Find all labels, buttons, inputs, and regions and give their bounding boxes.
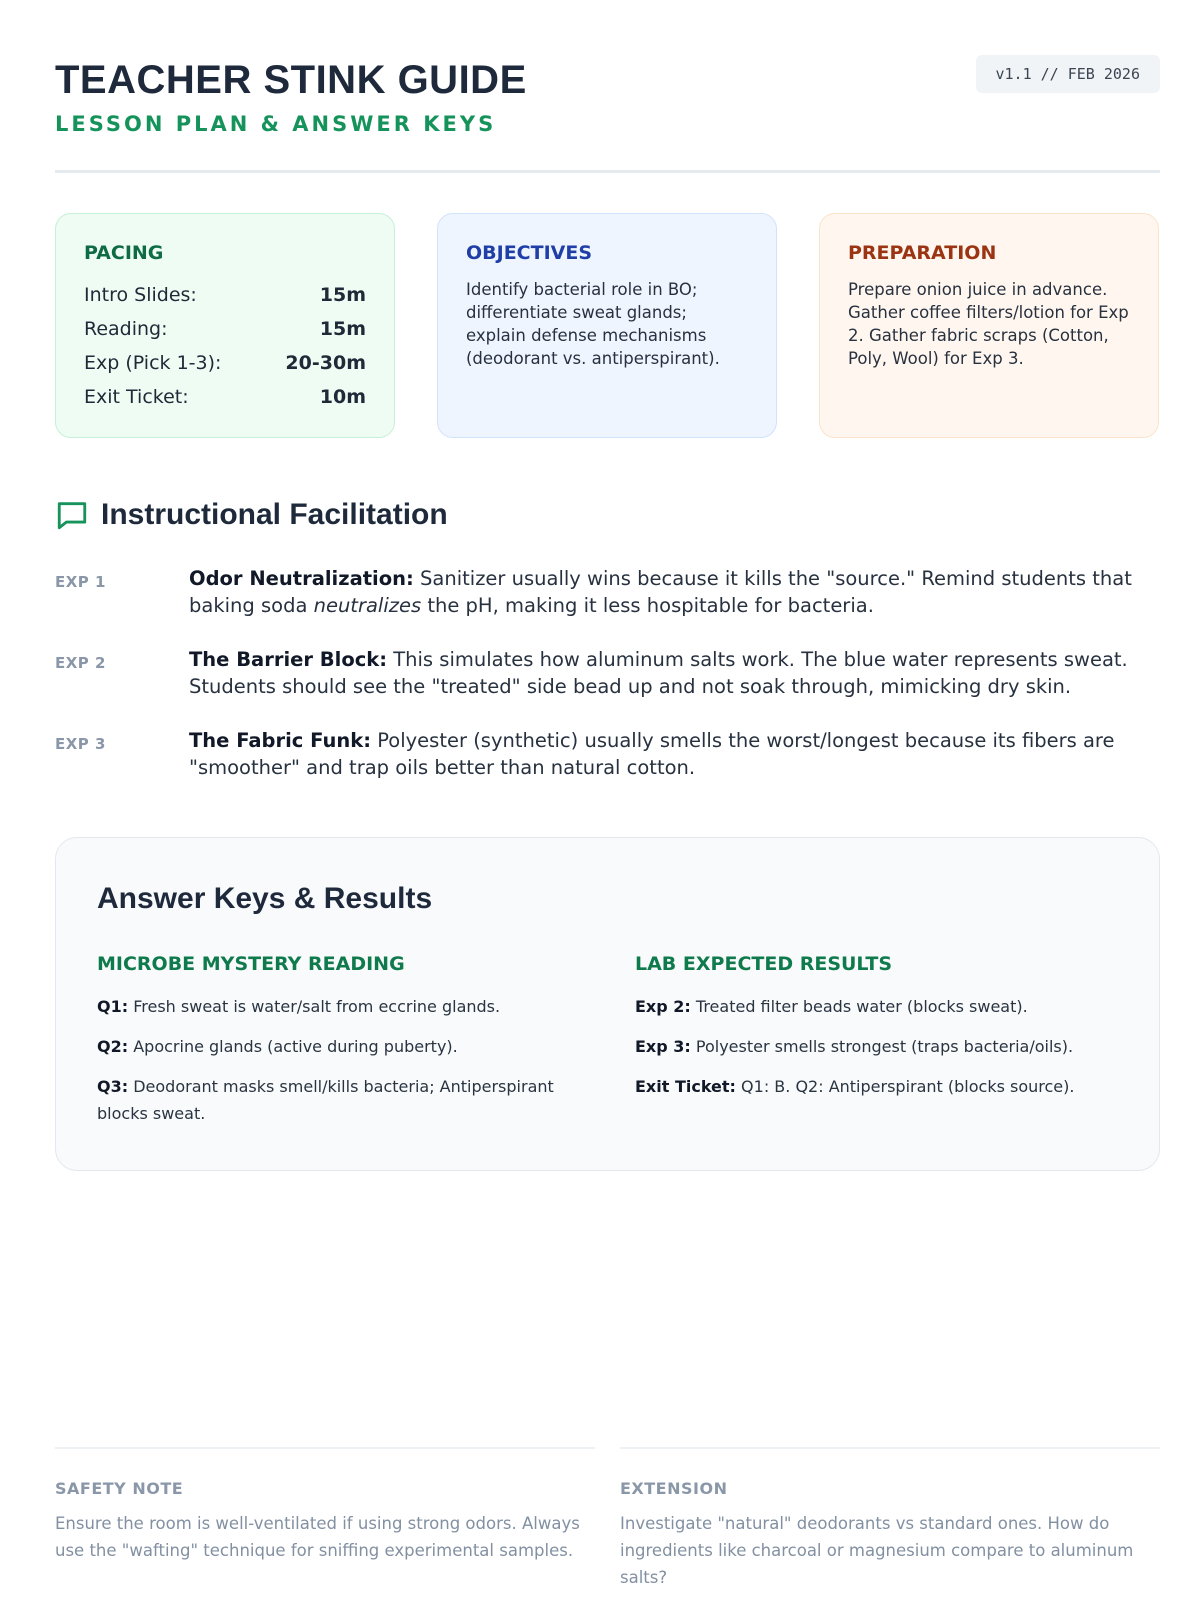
experiment-text-part: the pH, making it less hospitable for bacteria. [421,594,874,617]
answer-text: Fresh sweat is water/salt from eccrine glands. [128,997,501,1016]
result-item [635,993,1105,1020]
facilitation-header [55,495,448,535]
result-label: Exit Ticket: [635,1077,736,1096]
experiment-tag: EXP 1 [55,573,106,591]
result-item [635,1033,1105,1060]
answer-label: Q1: [97,997,129,1016]
result-text: Polyester smells strongest (traps bacteria/oils). [690,1037,1074,1056]
pacing-row [84,346,366,380]
pacing-value: 15m [319,318,366,340]
answer-keys-title: Answer Keys & Results [97,882,433,915]
lab-results [635,953,1105,1113]
result-label: Exp 3: [635,1037,691,1056]
pacing-value: 15m [319,284,366,306]
objectives-card [437,213,777,438]
experiment-text [189,646,1159,700]
pacing-row [84,380,366,414]
answer-text: Deodorant masks smell/kills bacteria; Antiperspirant blocks sweat. [97,1077,554,1123]
experiment-tag: EXP 3 [55,735,106,753]
experiment-text-part: This simulates how aluminum salts work. The blue water represents sweat. Students should see the "treated" side bead up and not soak through, mimicking dry skin. [189,648,1128,698]
experiment-tag: EXP 2 [55,654,106,672]
chat-bubble-icon [55,498,89,532]
page-header [55,58,1160,173]
experiment-heading: Odor Neutralization: [189,567,414,590]
page-subtitle: LESSON PLAN & ANSWER KEYS [55,112,497,136]
experiment-list [55,565,1160,808]
experiment-text [189,727,1159,781]
experiment-heading: The Barrier Block: [189,648,388,671]
pacing-value: 20-30m [285,352,366,374]
version-badge: v1.1 // FEB 2026 [976,55,1161,93]
answer-keys-panel [55,837,1160,1171]
extension-note [620,1447,1160,1591]
lab-title: LAB EXPECTED RESULTS [635,953,893,975]
facilitation-title: Instructional Facilitation [101,498,448,531]
safety-note [55,1447,595,1564]
preparation-title: PREPARATION [848,242,997,264]
answer-item [97,1073,567,1127]
pacing-card [55,213,395,438]
extension-title: EXTENSION [620,1479,728,1498]
experiment-item [55,727,1160,808]
reading-answers [97,953,567,1140]
lesson-page [55,0,1160,1600]
experiment-text-part: Sanitizer usually wins because it kills the "source." Remind students that baking soda [189,567,1132,617]
pacing-label: Intro Slides: [84,284,197,306]
reading-title: MICROBE MYSTERY READING [97,953,405,975]
page-title: TEACHER STINK GUIDE [55,58,527,102]
safety-title: SAFETY NOTE [55,1479,184,1498]
preparation-text: Prepare onion juice in advance. Gather coffee filters/lotion for Exp 2. Gather fabric scraps (Cotton, Poly, Wool) for Exp 3. [848,280,1129,368]
extension-text: Investigate "natural" deodorants vs standard ones. How do ingredients like charcoal or magnesium compare to aluminum salts? [620,1514,1134,1587]
pacing-title: PACING [84,242,164,264]
experiment-text [189,565,1159,619]
pacing-label: Reading: [84,318,168,340]
experiment-emphasis: neutralizes [313,594,422,617]
pacing-row [84,312,366,346]
preparation-card [819,213,1159,438]
answer-item [97,1033,567,1060]
answer-text: Apocrine glands (active during puberty). [128,1037,458,1056]
result-text: Q1: B. Q2: Antiperspirant (blocks source). [735,1077,1075,1096]
pacing-label: Exp (Pick 1-3): [84,352,222,374]
experiment-text-part: Polyester (synthetic) usually smells the worst/longest because its fibers are "smoother" and trap oils better than natural cotton. [189,729,1115,779]
result-item [635,1073,1105,1100]
answer-label: Q2: [97,1037,129,1056]
pacing-label: Exit Ticket: [84,386,189,408]
safety-text: Ensure the room is well-ventilated if using strong odors. Always use the "wafting" technique for sniffing experimental samples. [55,1514,580,1560]
experiment-heading: The Fabric Funk: [189,729,372,752]
experiment-item [55,565,1160,646]
result-text: Treated filter beads water (blocks sweat). [690,997,1028,1016]
objectives-text: Identify bacterial role in BO; differentiate sweat glands; explain defense mechanisms (deodorant vs. antiperspirant). [466,280,720,368]
pacing-value: 10m [319,386,366,408]
result-label: Exp 2: [635,997,691,1016]
experiment-item [55,646,1160,727]
info-cards [55,213,1160,438]
objectives-title: OBJECTIVES [466,242,593,264]
pacing-row [84,278,366,312]
answer-label: Q3: [97,1077,129,1096]
answer-item [97,993,567,1020]
